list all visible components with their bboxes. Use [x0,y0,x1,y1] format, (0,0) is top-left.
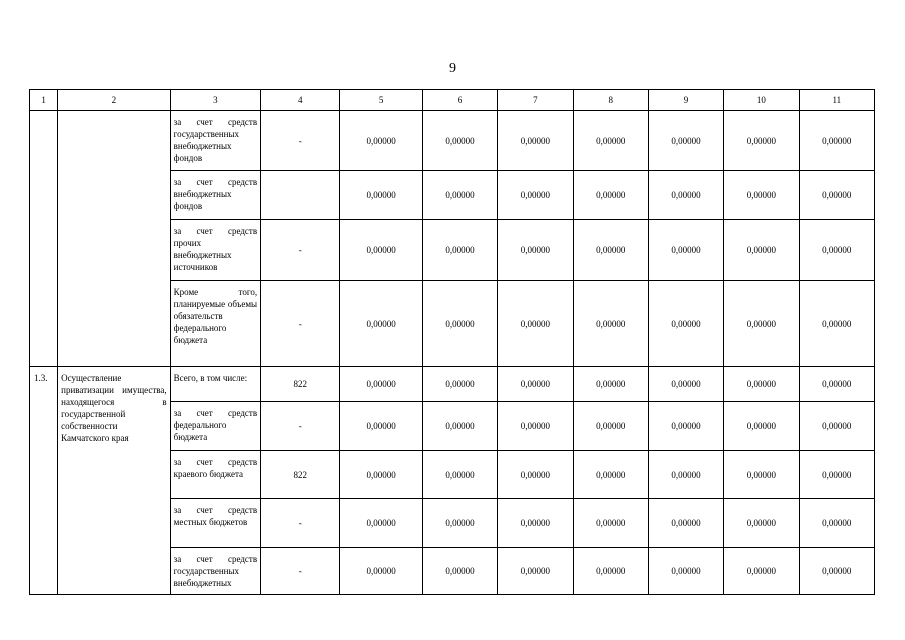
value-cell: 0,00000 [498,367,573,402]
code-cell [261,171,340,220]
code-cell: - [261,499,340,548]
value-cell: 0,00000 [498,220,573,281]
value-cell: 0,00000 [573,367,648,402]
value-cell: 0,00000 [498,548,573,595]
code-cell: - [261,281,340,367]
code-cell: 822 [261,451,340,499]
page-number: 9 [449,61,456,76]
value-cell: 0,00000 [724,451,799,499]
value-cell: 0,00000 [573,451,648,499]
column-header: 7 [498,90,573,111]
value-cell: 0,00000 [724,281,799,367]
code-cell: - [261,402,340,451]
value-cell: 0,00000 [422,111,497,171]
funding-source: за счет средств внебюджетных фондов [170,171,260,220]
value-cell: 0,00000 [573,281,648,367]
header-row [30,90,875,111]
value-cell: 0,00000 [799,171,874,220]
value-cell: 0,00000 [573,402,648,451]
value-cell: 0,00000 [340,171,422,220]
value-cell: 0,00000 [799,548,874,595]
value-cell: 0,00000 [422,220,497,281]
column-header: 3 [170,90,260,111]
value-cell: 0,00000 [422,367,497,402]
value-cell: 0,00000 [340,281,422,367]
value-cell: 0,00000 [648,402,723,451]
column-header: 1 [30,90,58,111]
code-cell: - [261,220,340,281]
value-cell: 0,00000 [799,281,874,367]
value-cell: 0,00000 [799,499,874,548]
section-name: Осуществление приватизации имущества, находящегося в государственной собственности Камчатского края [58,367,171,595]
value-cell: 0,00000 [573,171,648,220]
value-cell: 0,00000 [498,171,573,220]
value-cell: 0,00000 [648,367,723,402]
value-cell: 0,00000 [648,111,723,171]
value-cell: 0,00000 [648,220,723,281]
value-cell: 0,00000 [724,367,799,402]
value-cell: 0,00000 [724,402,799,451]
value-cell: 0,00000 [422,402,497,451]
value-cell: 0,00000 [340,367,422,402]
section-number-cell [30,111,58,367]
value-cell: 0,00000 [724,499,799,548]
funding-source: за счет средств краевого бюджета [170,451,260,499]
budget-table [29,89,875,595]
code-cell: - [261,111,340,171]
value-cell: 0,00000 [340,111,422,171]
value-cell: 0,00000 [724,111,799,171]
budget-table-body [30,90,875,595]
value-cell: 0,00000 [799,220,874,281]
code-cell: 822 [261,367,340,402]
value-cell: 0,00000 [340,220,422,281]
value-cell: 0,00000 [422,548,497,595]
funding-source: за счет средств прочих внебюджетных источников [170,220,260,281]
value-cell: 0,00000 [340,402,422,451]
table-row [30,111,875,171]
value-cell: 0,00000 [422,499,497,548]
value-cell: 0,00000 [648,499,723,548]
value-cell: 0,00000 [648,451,723,499]
column-header: 5 [340,90,422,111]
value-cell: 0,00000 [498,281,573,367]
column-header: 9 [648,90,723,111]
value-cell: 0,00000 [340,548,422,595]
value-cell: 0,00000 [648,548,723,595]
value-cell: 0,00000 [648,281,723,367]
code-cell: - [261,548,340,595]
section-name-cell [58,111,171,367]
value-cell: 0,00000 [799,451,874,499]
funding-source: за счет средств местных бюджетов [170,499,260,548]
value-cell: 0,00000 [498,402,573,451]
funding-source: за счет средств государственных внебюджетных [170,548,260,595]
column-header: 11 [799,90,874,111]
value-cell: 0,00000 [498,499,573,548]
column-header: 8 [573,90,648,111]
funding-source: за счет средств федерального бюджета [170,402,260,451]
value-cell: 0,00000 [799,402,874,451]
value-cell: 0,00000 [724,548,799,595]
column-header: 4 [261,90,340,111]
value-cell: 0,00000 [573,111,648,171]
value-cell: 0,00000 [422,171,497,220]
value-cell: 0,00000 [724,171,799,220]
value-cell: 0,00000 [422,451,497,499]
section-number: 1.3. [30,367,58,595]
value-cell: 0,00000 [799,111,874,171]
funding-source: Кроме того, планируемые объемы обязательств федерального бюджета [170,281,260,367]
value-cell: 0,00000 [498,451,573,499]
value-cell: 0,00000 [724,220,799,281]
value-cell: 0,00000 [573,220,648,281]
value-cell: 0,00000 [422,281,497,367]
column-header: 2 [58,90,171,111]
value-cell: 0,00000 [498,111,573,171]
value-cell: 0,00000 [648,171,723,220]
value-cell: 0,00000 [340,499,422,548]
column-header: 6 [422,90,497,111]
column-header: 10 [724,90,799,111]
value-cell: 0,00000 [573,499,648,548]
funding-source: за счет средств государственных внебюджетных фондов [170,111,260,171]
value-cell: 0,00000 [340,451,422,499]
value-cell: 0,00000 [573,548,648,595]
table-row [30,367,875,402]
value-cell: 0,00000 [799,367,874,402]
funding-source: Всего, в том числе: [170,367,260,402]
